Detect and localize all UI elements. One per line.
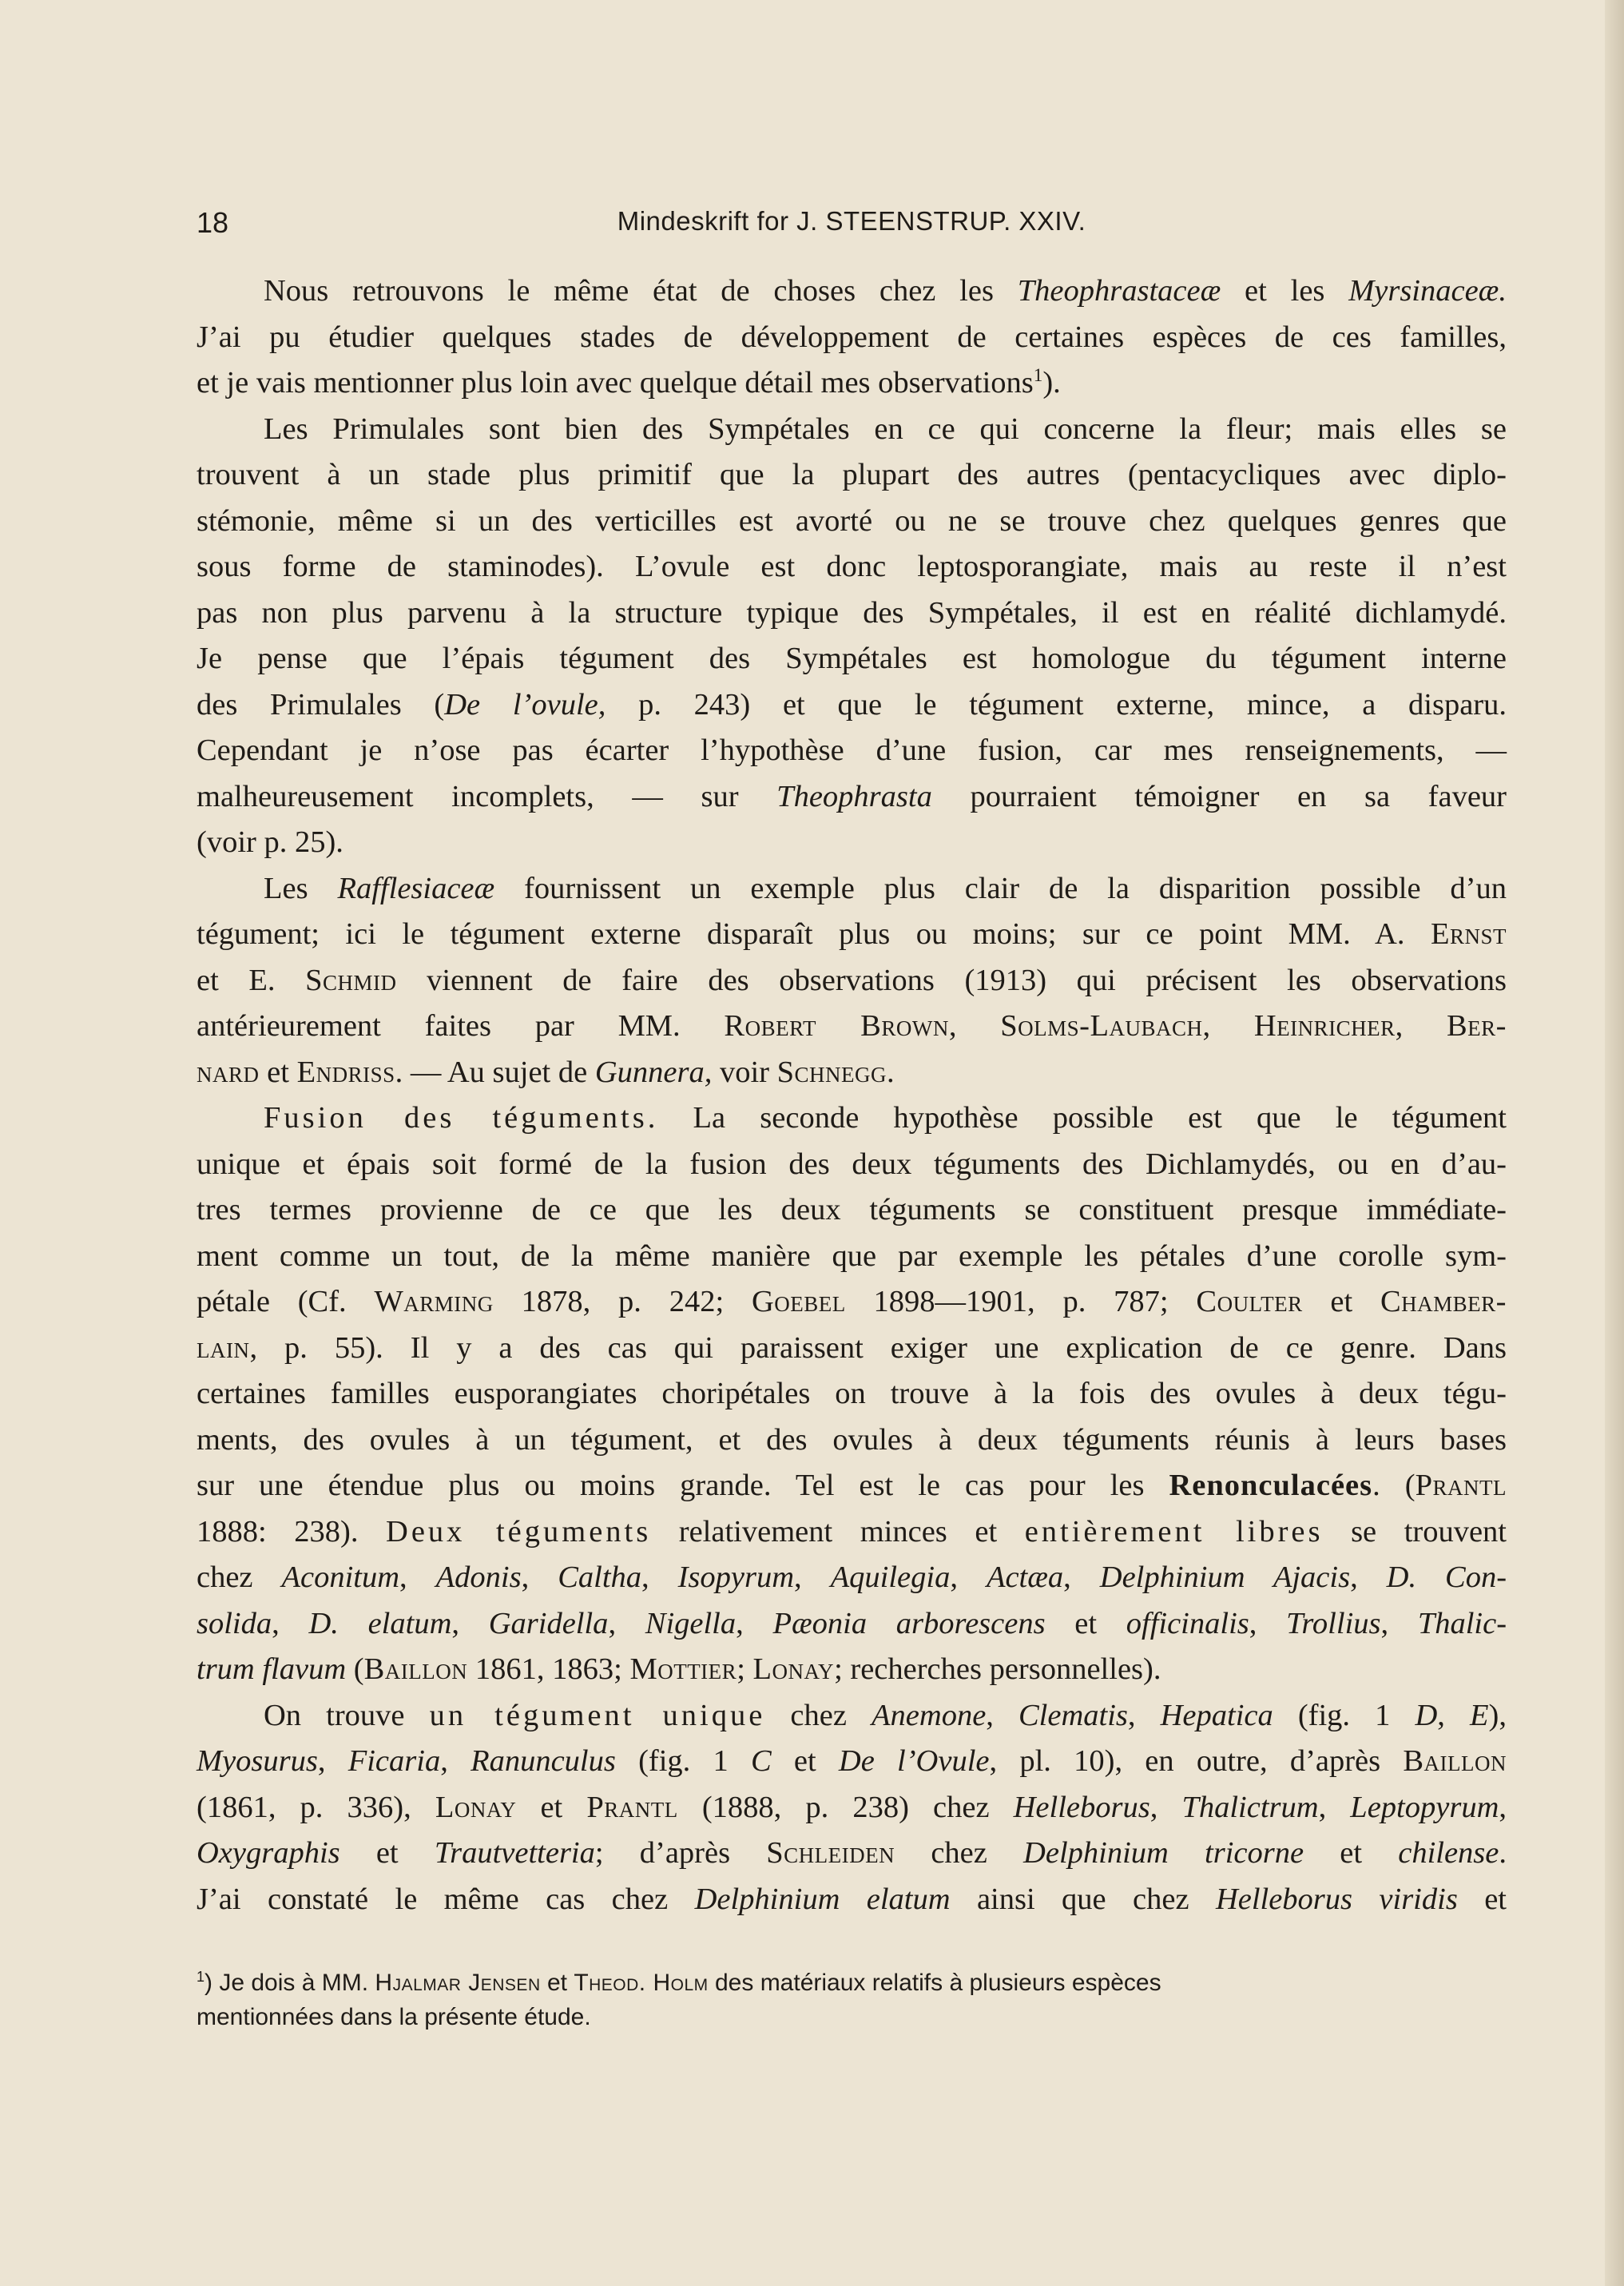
text-run: Hepatica [1160, 1698, 1273, 1732]
text-run: . — Au sujet de [395, 1055, 595, 1089]
text-line [197, 590, 1507, 637]
footnote-ref: 1 [197, 1969, 205, 1985]
text-run: Fusion des téguments. [264, 1101, 659, 1135]
text-run: Leptopyrum [1350, 1790, 1499, 1824]
text-run: unique et épais soit formé de la fusion des deux téguments des Dichlamydés, ou en d’au- [197, 1147, 1507, 1181]
text-run: . [1499, 1836, 1507, 1870]
text-line [197, 682, 1507, 729]
text-run: tégument; ici le tégument externe disparaît plus ou moins; sur ce point MM. A. [197, 917, 1431, 951]
text-line [197, 1234, 1507, 1280]
text-run: Warming [374, 1285, 494, 1318]
text-run: ; d’après [594, 1836, 767, 1870]
text-line [197, 1142, 1507, 1188]
text-run: Nous retrouvons le même état de choses chez les [264, 274, 1018, 308]
text-run: Schnegg [776, 1055, 887, 1089]
text-run: voir [712, 1055, 777, 1089]
text-line [197, 452, 1507, 499]
text-run: malheureusement incomplets, — sur [197, 779, 777, 813]
text-line [197, 315, 1507, 361]
text-run: , [1202, 1009, 1254, 1043]
text-line [197, 1693, 1507, 1739]
text-run: ainsi que chez [950, 1882, 1216, 1916]
text-run: nard [197, 1055, 260, 1089]
text-run: Actæa [986, 1560, 1064, 1594]
text-run: , [736, 1606, 773, 1640]
text-run: Helleborus [1013, 1790, 1150, 1824]
text-run: chez [197, 1560, 282, 1594]
text-line [197, 407, 1507, 453]
text-run: entièrement libres [1024, 1514, 1324, 1549]
text-run: et [1457, 1882, 1507, 1916]
text-run: Garidella [488, 1606, 609, 1640]
text-run: , pl. 10), en outre, d’après [989, 1744, 1404, 1778]
text-run: Aconitum [281, 1560, 400, 1594]
text-line [197, 820, 1507, 866]
text-line [197, 774, 1507, 821]
text-run: et [1302, 1285, 1380, 1318]
text-run: (fig. 1 [1273, 1698, 1416, 1732]
text-run: lain [197, 1330, 250, 1365]
running-head: Mindeskrift for J. STEENSTRUP. XXIV. [617, 206, 1086, 236]
text-run: pourraient témoigner en sa faveur [931, 779, 1507, 813]
text-run: , [1350, 1560, 1387, 1594]
text-run: Theophrasta [776, 779, 932, 813]
text-run: Theod. Holm [574, 1970, 709, 1996]
text-run: Coulter [1196, 1285, 1303, 1318]
text-run: chez [765, 1698, 872, 1732]
text-run: Gunnera, [594, 1055, 713, 1089]
text-run: J’ai pu étudier quelques stades de développement de certaines espèces de ces familles, [197, 320, 1507, 354]
text-run: On trouve [264, 1698, 430, 1732]
page-header [197, 206, 1507, 246]
text-run: ment comme un tout, de la même manière que par exemple les pétales d’une corolle sym- [197, 1238, 1507, 1273]
text-run: , [1150, 1790, 1182, 1824]
text-line [197, 1050, 1507, 1096]
text-run: Baillon [1403, 1744, 1507, 1778]
text-run: et [1045, 1606, 1126, 1640]
text-run: Schmid [305, 963, 397, 997]
text-run: Adonis [435, 1560, 522, 1594]
text-run: Chamber- [1380, 1285, 1507, 1318]
text-run: et E. [197, 963, 306, 997]
text-run: tres termes provienne de ce que les deux téguments se constituent presque immédiate- [197, 1193, 1507, 1226]
text-line [197, 1371, 1507, 1417]
text-run: Les Primulales sont bien des Sympétales en ce qui concerne la fleur; mais elles se [264, 411, 1507, 446]
text-run: D [1415, 1698, 1438, 1732]
text-run: des matériaux relatifs à plusieurs espèces [708, 1970, 1161, 1996]
text-run: 1888: 238). [197, 1514, 387, 1549]
text-run: et les [1221, 274, 1349, 308]
text-run: fournissent un exemple plus clair de la disparition possible d’un [494, 871, 1507, 905]
text-line [197, 1647, 1507, 1693]
text-run: Mottier [629, 1652, 737, 1686]
text-run: trum flavum [197, 1652, 347, 1686]
text-run: Robert Brown [724, 1009, 949, 1043]
text-run: , [608, 1606, 645, 1640]
text-run: , [1063, 1560, 1100, 1594]
text-run: , [950, 1560, 987, 1594]
text-run: pas non plus parvenu à la structure typique des Sympétales, il est en réalité dichlamydé. [197, 595, 1507, 630]
text-line [197, 1326, 1507, 1372]
text-run: Myrsinaceæ. [1348, 274, 1507, 308]
text-run: , [272, 1606, 309, 1640]
text-run: , p. 55). Il y a des cas qui paraissent exiger une explication de ce genre. Dans [249, 1330, 1507, 1365]
text-run: Caltha [558, 1560, 642, 1594]
text-run: et je vais mentionner plus loin avec quelque détail mes observations [197, 366, 1034, 400]
text-run: Prantl [586, 1790, 678, 1824]
text-line [197, 1785, 1507, 1831]
text-run: , [521, 1560, 558, 1594]
text-run: , [1249, 1606, 1287, 1640]
text-run: Solms-Laubach [1000, 1009, 1203, 1043]
text-run: De l’ovule, [444, 687, 606, 722]
footnote-ref: 1 [1033, 364, 1043, 386]
text-line [197, 1601, 1507, 1648]
text-run: ; [737, 1652, 753, 1686]
text-run: sous forme de staminodes). L’ovule est donc leptosporangiate, mais au reste il n’est [197, 550, 1507, 583]
text-line [197, 499, 1507, 545]
text-run: J’ai constaté le même cas chez [197, 1882, 695, 1916]
text-run: , [794, 1560, 831, 1594]
text-run: D. Con- [1386, 1560, 1507, 1594]
text-line [197, 636, 1507, 682]
text-run: , [1499, 1790, 1507, 1824]
text-run: relativement minces et [651, 1514, 1025, 1549]
text-run: Endriss [296, 1055, 395, 1089]
text-run: p. 243) et que le tégument externe, mince, a disparu. [606, 687, 1507, 722]
text-run: , [1318, 1790, 1351, 1824]
text-run: antérieurement faites par MM. [197, 1009, 725, 1043]
text-run: se trouvent [1323, 1514, 1507, 1549]
text-run: 1898—1901, p. 787; [845, 1285, 1197, 1318]
text-line [197, 1463, 1507, 1509]
text-run: E [1470, 1698, 1489, 1732]
text-run: ; recherches personnelles). [834, 1652, 1161, 1686]
text-run: , [948, 1009, 1001, 1043]
text-line [197, 1417, 1507, 1464]
text-run: ), [1488, 1698, 1507, 1732]
text-line [197, 958, 1507, 1004]
text-run: Deux téguments [386, 1514, 652, 1549]
text-run: Thalictrum [1181, 1790, 1319, 1824]
text-run: De l’Ovule [838, 1744, 990, 1778]
text-run: Renonculacées [1169, 1469, 1373, 1502]
text-run: et [540, 1970, 574, 1996]
text-run: chez [895, 1836, 1024, 1870]
text-run: pétale (Cf. [197, 1285, 375, 1318]
text-line [197, 544, 1507, 590]
text-run: D. elatum [308, 1606, 452, 1640]
text-run: , [986, 1698, 1018, 1732]
text-run: trouvent à un stade plus primitif que la plupart des autres (pentacycliques avec diplo- [197, 458, 1507, 491]
text-run: Lonay [752, 1652, 835, 1686]
text-run: Oxygraphis [197, 1836, 340, 1870]
text-run: Myosurus [197, 1744, 318, 1778]
page-number: 18 [197, 206, 229, 239]
text-run: Schleiden [766, 1836, 895, 1870]
text-run: (1888, p. 238) chez [677, 1790, 1014, 1824]
text-line [197, 912, 1507, 958]
text-run: , [1380, 1606, 1418, 1640]
text-run: mentionnées dans la présente étude. [197, 2004, 591, 2030]
page-edge [1605, 0, 1624, 2286]
text-run: ). [1042, 366, 1061, 400]
text-run: Aquilegia [830, 1560, 951, 1594]
text-run: Trollius [1286, 1606, 1381, 1640]
text-run: chilense [1398, 1836, 1499, 1870]
text-line [197, 1279, 1507, 1326]
text-run: , [451, 1606, 489, 1640]
text-line [197, 1555, 1507, 1601]
text-line [197, 1877, 1507, 1923]
text-run: 1878, p. 242; [493, 1285, 752, 1318]
text-line [197, 1509, 1507, 1556]
text-run: 1861, 1863; [467, 1652, 630, 1686]
text-run: (voir p. 25). [197, 825, 343, 859]
text-run: C [751, 1744, 772, 1778]
text-run: certaines familles eusporangiates choripétales on trouve à la fois des ovules à deux tégu- [197, 1377, 1507, 1410]
text-line [197, 1187, 1507, 1234]
text-line [197, 728, 1507, 774]
text-run: Theophrastaceæ [1017, 274, 1221, 308]
text-run: (fig. 1 [615, 1744, 751, 1778]
text-run: Ranunculus [471, 1744, 616, 1778]
text-run: Nigella [645, 1606, 737, 1640]
text-run: et [771, 1744, 839, 1778]
footnote-line [197, 1966, 1507, 2000]
text-run: Ber- [1447, 1009, 1507, 1043]
text-run: , [1127, 1698, 1161, 1732]
text-line [197, 268, 1507, 315]
text-run: , [1395, 1009, 1447, 1043]
text-run: ments, des ovules à un tégument, et des ovules à deux téguments réunis à leurs bases [197, 1422, 1507, 1457]
text-run: Je pense que l’épais tégument des Sympétales est homologue du tégument interne [197, 642, 1507, 675]
text-run: Isopyrum [677, 1560, 795, 1594]
text-run: Clematis [1018, 1698, 1128, 1732]
text-run: et [516, 1790, 587, 1824]
text-line [197, 1095, 1507, 1142]
text-run: et [259, 1055, 297, 1089]
text-line [197, 1739, 1507, 1785]
text-run: , [1437, 1698, 1471, 1732]
text-run: Heinricher [1253, 1009, 1396, 1043]
text-run: sur une étendue plus ou moins grande. Tel est le cas pour les [197, 1469, 1169, 1502]
text-run: Baillon [363, 1652, 468, 1686]
text-run: Les [264, 871, 338, 905]
text-run: (1861, p. 336), [197, 1790, 435, 1824]
text-run: , [317, 1744, 348, 1778]
text-run: ( [346, 1652, 364, 1686]
text-run: solida [197, 1606, 272, 1640]
text-run: Ernst [1430, 917, 1507, 951]
text-run: viennent de faire des observations (1913) qui précisent les observations [396, 963, 1507, 997]
text-run: ) Je dois à MM. [204, 1970, 375, 1996]
text-line [197, 1004, 1507, 1050]
text-run: . ( [1372, 1469, 1416, 1502]
body-text [197, 268, 1507, 1922]
text-run: Lonay [435, 1790, 517, 1824]
text-line [197, 866, 1507, 912]
text-run: Delphinium tricorne [1023, 1836, 1304, 1870]
text-run: des Primulales ( [197, 687, 445, 722]
text-run: officinalis [1126, 1606, 1249, 1640]
text-run: stémonie, même si un des verticilles est avorté ou ne se trouve chez quelques genres que [197, 503, 1507, 538]
text-run: Goebel [751, 1285, 846, 1318]
text-run: Prantl [1415, 1469, 1507, 1502]
text-run: Trautvetteria [434, 1836, 595, 1870]
text-run: et [339, 1836, 435, 1870]
footnote [197, 1966, 1507, 2034]
text-run: un tégument unique [429, 1698, 766, 1732]
text-run: . [887, 1055, 895, 1089]
text-run: Delphinium elatum [694, 1882, 951, 1916]
text-run: Pæonia arborescens [772, 1606, 1046, 1640]
text-run: , [399, 1560, 436, 1594]
text-run: Ficaria [347, 1744, 441, 1778]
text-run: Rafflesiaceæ [337, 871, 495, 905]
footnote-line [197, 2000, 1507, 2034]
text-line [197, 1831, 1507, 1877]
text-run: Helleborus viridis [1215, 1882, 1458, 1916]
text-run: Thalic- [1417, 1606, 1507, 1640]
text-run: et [1304, 1836, 1399, 1870]
text-run: La seconde hypothèse possible est que le tégument [658, 1101, 1507, 1135]
text-run: , [641, 1560, 678, 1594]
text-run: Hjalmar Jensen [375, 1970, 541, 1996]
text-line [197, 360, 1507, 407]
text-run: , [440, 1744, 471, 1778]
text-run: Delphinium Ajacis [1099, 1560, 1351, 1594]
text-run: Cependant je n’ose pas écarter l’hypothèse d’une fusion, car mes renseignements, — [197, 734, 1507, 767]
text-run: Anemone [872, 1698, 987, 1732]
